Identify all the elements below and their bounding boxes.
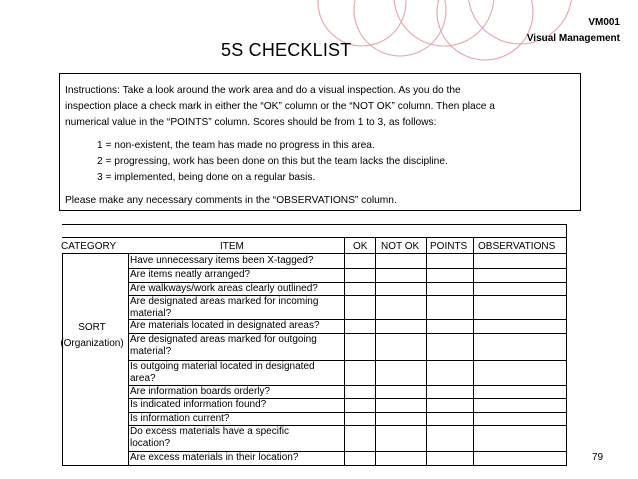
table-row [130,269,250,281]
category-sort [56,320,128,352]
header-points: POINTS [430,241,468,252]
header-item: ITEM [220,241,244,252]
item-text-continued: location? [130,438,171,449]
header-category: CATEGORY [61,241,117,252]
item-text: Are designated areas marked for incoming [130,296,319,307]
table-row [130,296,318,320]
item-text: Are information boards orderly? [130,386,271,397]
table-row [130,320,320,332]
instructions-box [59,73,581,211]
table-row [130,426,289,450]
item-text: Do excess materials have a specific [130,426,289,437]
item-text: Are excess materials in their location? [130,452,299,463]
instructions-line: Instructions: Take a look around the work area and do a visual inspection. As you do the [65,85,461,96]
header-observations: OBSERVATIONS [478,241,556,252]
comments-instruction: Please make any necessary comments in the “OBSERVATIONS” column. [65,195,397,206]
table-row [130,399,266,411]
instructions-line: numerical value in the “POINTS” column. Scores should be from 1 to 3, as follows: [65,117,437,128]
category-name: SORT [78,322,106,333]
item-text: Is information current? [130,413,230,424]
item-text: Are walkways/work areas clearly outlined? [130,283,318,294]
item-text: Have unnecessary items been X-tagged? [130,255,314,266]
category-subtitle: (Organization) [60,338,124,349]
score-3-text: 3 = implemented, being done on a regular basis. [97,172,316,183]
item-text-continued: material? [130,346,172,357]
section-label: Visual Management [526,33,620,44]
item-text: Are materials located in designated areas? [130,320,320,331]
item-text-continued: area? [130,373,156,384]
instructions-line: inspection place a check mark in either the “OK” column or the “NOT OK” column. Then place a [65,101,495,112]
table-row [130,452,298,464]
score-1-text: 1 = non-existent, the team has made no progress in this area. [97,140,375,151]
table-row [130,283,318,295]
item-text-continued: material? [130,308,172,319]
item-text: Is outgoing material located in designated [130,361,315,372]
page-title: 5S CHECKLIST [221,40,352,60]
score-2-text: 2 = progressing, work has been done on this but the team lacks the discipline. [97,156,448,167]
table-row [130,334,317,358]
table-row [130,361,315,385]
item-text: Are designated areas marked for outgoing [130,334,317,345]
table-row [130,255,313,267]
code-label: VM001 [588,17,620,28]
table-row [130,386,270,398]
page-number: 79 [592,452,604,463]
item-text: Is indicated information found? [130,399,267,410]
item-text: Are items neatly arranged? [130,269,251,280]
document-code [527,15,620,47]
header-ok: OK [353,241,368,252]
header-not-ok: NOT OK [381,241,420,252]
table-row [130,413,230,425]
